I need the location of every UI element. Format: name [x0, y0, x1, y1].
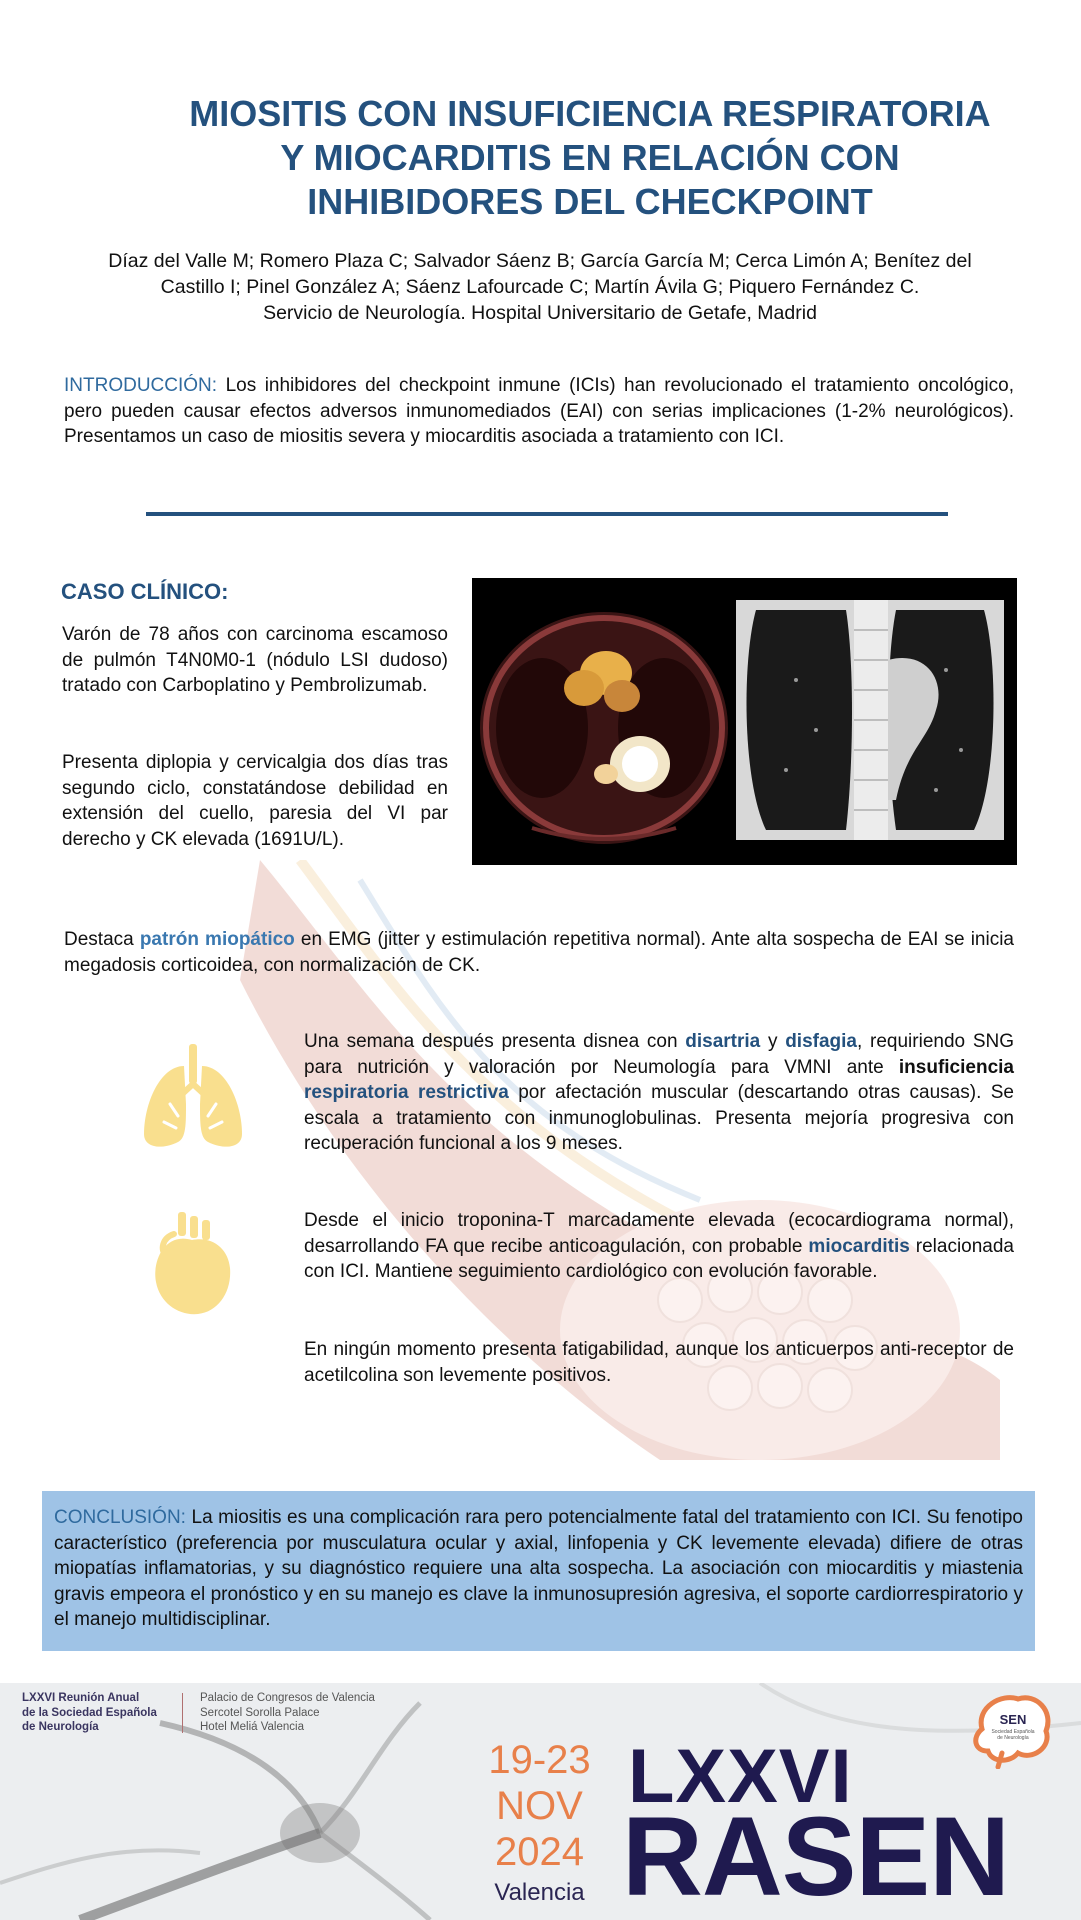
- congress-name-line-2: de la Sociedad Española: [22, 1706, 157, 1719]
- heart-icon: [152, 1212, 232, 1316]
- emg-paragraph: [64, 927, 1014, 978]
- authors-block: [60, 248, 1020, 326]
- troponin-text-2: relacionada con ICI. Mantiene seguimiento cardiológico con evolución favorable.: [304, 1235, 1014, 1282]
- date-month: NOV: [496, 1784, 583, 1828]
- venue-3: Hotel Meliá Valencia: [200, 1721, 304, 1733]
- myocarditis-term: miocarditis: [808, 1235, 910, 1257]
- authors-line-1: Díaz del Valle M; Romero Plaza C; Salvador Sáenz B; García García M; Cerca Limón A; Benítez del: [108, 250, 972, 272]
- restrictive-respiratory-term: respiratoria restrictiva: [304, 1082, 509, 1103]
- emg-text-pre: Destaca: [64, 929, 140, 950]
- dyspnea-text-1: Una semana después presenta disnea con: [304, 1031, 686, 1052]
- introduction-paragraph: [64, 373, 1014, 450]
- congress-dates: [482, 1737, 597, 1875]
- congress-footer-banner: [0, 1683, 1081, 1920]
- congress-city: Valencia: [494, 1879, 585, 1906]
- venue-1: Palacio de Congresos de Valencia: [200, 1692, 375, 1704]
- dysphagia-term: disfagia: [785, 1031, 858, 1052]
- case-paragraph-1: Varón de 78 años con carcinoma escamoso de pulmón T4N0M0-1 (nódulo LSI dudoso) tratado con Carboplatino y Pembrolizumab.: [62, 624, 448, 696]
- case-paragraph-2: Presenta diplopia y cervicalgia dos días tras segundo ciclo, constatándose debilidad en extensión del cuello, paresia del VI par derecho y CK elevada (1691U/L).: [62, 752, 448, 850]
- congress-name-line-3: de Neurología: [22, 1721, 99, 1733]
- sen-logo-text: SEN: [999, 1712, 1027, 1727]
- imaging-figure: [472, 578, 1017, 865]
- antibodies-paragraph: En ningún momento presenta fatigabilidad, aunque los anticuerpos anti-receptor de acetilcolina son levemente positivos.: [304, 1339, 1014, 1386]
- section-divider: [146, 512, 948, 516]
- lungs-icon: [140, 1044, 246, 1152]
- troponin-paragraph: [304, 1208, 1014, 1285]
- ct-scan-image: [736, 600, 1004, 840]
- dyspnea-text-2: y: [760, 1031, 786, 1052]
- introduction-text: Los inhibidores del checkpoint inmune (ICIs) han revolucionado el tratamiento oncológico, pero pueden causar efectos adversos inmunomediados (EAI) con serias implicaciones (1-2% neurológicos). Presentamos un caso de miositis severa y miocarditis asociada a tratamiento con ICI.: [64, 375, 1014, 447]
- date-year: 2024: [495, 1830, 584, 1874]
- sen-logo-subtitle-1: Sociedad Española: [991, 1729, 1035, 1735]
- conclusion-box: [42, 1491, 1035, 1651]
- dyspnea-text-3: , requiriendo SNG para nutrición y valoración por Neumología para VMNI ante: [304, 1031, 1014, 1078]
- brand-label: RASEN: [622, 1794, 1010, 1919]
- edition-label: LXXVI: [628, 1734, 853, 1819]
- introduction-label: INTRODUCCIÓN:: [64, 375, 218, 396]
- sen-logo-subtitle: [988, 1729, 1038, 1741]
- emg-highlight: patrón miopático: [139, 929, 295, 950]
- dyspnea-paragraph: [304, 1029, 1014, 1157]
- case-heading: CASO CLÍNICO:: [61, 579, 229, 604]
- troponin-text-1: Desde el inicio troponina-T marcadamente elevada (ecocardiograma normal), desarrollando FA que recibe anticoagulación, con probable: [304, 1210, 1014, 1257]
- sen-logo-subtitle-2: de Neurología: [997, 1735, 1029, 1741]
- date-range: 19-23: [488, 1738, 591, 1782]
- congress-name: [22, 1691, 157, 1735]
- dysarthria-term: disartria: [685, 1031, 761, 1052]
- affiliation: Servicio de Neurología. Hospital Universitario de Getafe, Madrid: [263, 302, 817, 324]
- emg-text-post: en EMG (jitter y estimulación repetitiva normal). Ante alta sospecha de EAI se inicia megadosis corticoidea, con normalización de CK.: [64, 929, 1015, 976]
- insufficiency-term: insuficiencia: [898, 1056, 1014, 1078]
- title-line-1: MIOSITIS CON INSUFICIENCIA RESPIRATORIA: [189, 93, 991, 134]
- title-line-3: INHIBIDORES DEL CHECKPOINT: [307, 181, 873, 222]
- pet-ct-scan-image: [472, 578, 734, 865]
- venue-2: Sercotel Sorolla Palace: [200, 1706, 320, 1719]
- dyspnea-text-5: por afectación muscular (descartando otras causas). Se escala a tratamiento con inmunoglobulinas. Presenta mejoría progresiva con recuperación funcional a los 9 meses.: [304, 1082, 1014, 1154]
- venue-list: [200, 1691, 375, 1735]
- authors-line-2: Castillo I; Pinel González A; Sáenz Lafourcade C; Martín Ávila G; Piquero Fernández C.: [160, 276, 920, 298]
- footer-separator: [182, 1693, 183, 1733]
- congress-name-line-1: LXXVI Reunión Anual: [22, 1692, 140, 1704]
- title-line-2: Y MIOCARDITIS EN RELACIÓN CON: [280, 137, 900, 178]
- conclusion-label: CONCLUSIÓN:: [54, 1507, 186, 1528]
- poster-title: [150, 92, 1030, 224]
- conclusion-text: La miositis es una complicación rara pero potencialmente fatal del tratamiento con ICI. Su fenotipo característico (preferencia por musculatura ocular y axial, linfopenia y CK levemente elevada) difiere de otras miopatías inflamatorias, y su diagnóstico requiere una alta sospecha. La asociación con miocarditis y miastenia gravis empeora el pronóstico y en su manejo es clave la inmunosupresión agresiva, el soporte cardiorrespiratorio y el manejo multidisciplinar.: [54, 1507, 1023, 1630]
